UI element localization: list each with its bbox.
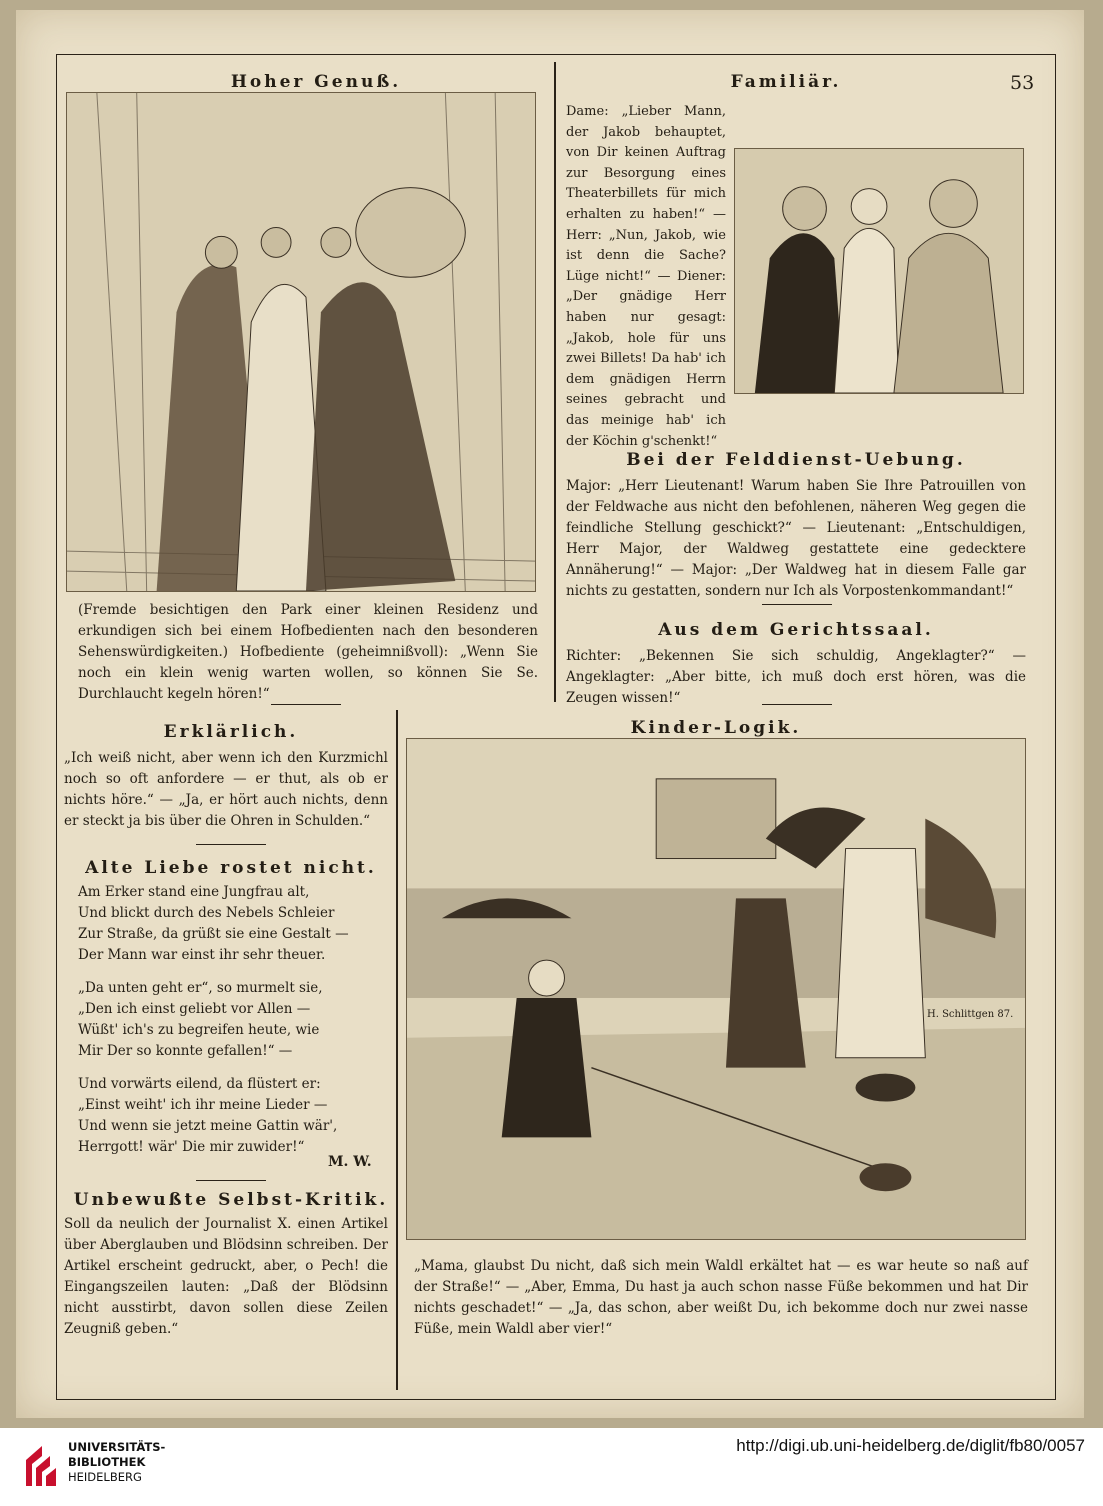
verse-line: Am Erker stand eine Jungfrau alt, (78, 884, 310, 900)
verse-line: Und wenn sie jetzt meine Gattin wär', (78, 1118, 338, 1134)
document-page (16, 10, 1084, 1418)
source-url-link[interactable]: http://digi.ub.uni-heidelberg.de/diglit/fb80/0057 (736, 1436, 1085, 1455)
column-divider-bottom (396, 710, 398, 1390)
illustration-park-scene (66, 92, 536, 592)
title-selbstkritik: Unbewußte Selbst-Kritik. (73, 1190, 389, 1210)
title-alte-liebe: Alte Liebe rostet nicht. (85, 858, 377, 878)
logo-line: UNIVERSITÄTS- (68, 1440, 166, 1454)
verse-line: Zur Straße, da grüßt sie eine Gestalt — (78, 926, 349, 942)
caption-hoher-genuss: (Fremde besichtigen den Park einer kleinen Residenz und erkundigen sich bei einem Hofbedienten nach den besonderen Sehenswürdigkeiten.) Hofbediente (geheimnißvoll): „Wenn Sie noch ein klein wenig warten wollen, so können Sie Se. Durchlaucht kegeln hören!“ (78, 602, 538, 702)
page-number: 53 (1010, 72, 1035, 94)
text-familiaer: Dame: „Lieber Mann, der Jakob behauptet, von Dir keinen Auftrag zur Besorgung eines Theaterbillets für mich erhalten zu haben!“ — Herr: „Nun, Jakob, wie ist denn die Sache? Lüge nicht!“ — Diener: „Der gnädige Herr haben nur gesagt: „Jakob, hole für uns zwei Billets! Da hab' ich dem gnädigen Herrn seines gebracht und das meinige hab' ich der Köchin g'schenkt!“ (566, 104, 726, 449)
text-gerichtssaal: Richter: „Bekennen Sie sich schuldig, Angeklagter?“ — Angeklagter: „Aber bitte, ich muß doch erst hören, was die Zeugen wissen!“ (566, 648, 1026, 706)
separator (762, 604, 832, 605)
illustration-family-scene (734, 148, 1024, 394)
title-gerichtssaal: Aus dem Gerichtssaal. (658, 620, 934, 640)
verse-line: „Einst weiht' ich ihr meine Lieder — (78, 1097, 328, 1113)
title-kinder-logik: Kinder-Logik. (630, 718, 802, 738)
verse-line: „Den ich einst geliebt vor Allen — (78, 1001, 311, 1017)
verse-line: Herrgott! wär' Die mir zuwider!“ (78, 1139, 305, 1155)
logo-line: HEIDELBERG (68, 1470, 142, 1484)
university-library-logo-icon[interactable] (22, 1442, 60, 1490)
column-divider-top (554, 62, 556, 702)
title-familiaer: Familiär. (730, 72, 842, 92)
poem-signature: M. W. (328, 1154, 372, 1170)
footer-bar (0, 1428, 1103, 1506)
text-erklaerlich: „Ich weiß nicht, aber wenn ich den Kurzmichl noch so oft anfordere — er thut, als ob er nichts höre.“ — „Ja, er hört auch nichts, denn er steckt ja bis über die Ohren in Schulden.“ (64, 750, 388, 829)
verse-line: Mir Der so konnte gefallen!“ — (78, 1043, 293, 1059)
verse-line: Und vorwärts eilend, da flüstert er: (78, 1076, 321, 1092)
verse-line: „Da unten geht er“, so murmelt sie, (78, 980, 323, 996)
separator (196, 1180, 266, 1181)
separator (271, 704, 341, 705)
verse-line: Wüßt' ich's zu begreifen heute, wie (78, 1022, 320, 1038)
poem-alte-liebe (78, 882, 388, 1170)
artist-signature: H. Schlittgen 87. (927, 1009, 1014, 1020)
stanza-1 (78, 882, 388, 966)
verse-line: Und blickt durch des Nebels Schleier (78, 905, 335, 921)
text-felddienst: Major: „Herr Lieutenant! Warum haben Sie Ihre Patrouillen von der Feldwache aus nicht den befohlenen, näheren Weg gegen die feindliche Stellung geschickt?“ — Lieutenant: „Entschuldigen, Herr Major, der Waldweg gestattete eine gedecktere Annäherung!“ — Major: „Der Waldweg hat in diesem Falle gar nichts zu gestatten, sondern nur Ich als Vorpostenkommandant!“ (566, 478, 1026, 599)
title-felddienst: Bei der Felddienst-Uebung. (626, 450, 966, 470)
text-selbstkritik: Soll da neulich der Journalist X. einen Artikel über Aberglauben und Blödsinn schreiben. Der Artikel erscheint gedruckt, aber, o Pech! die Eingangszeilen lauten: „Daß der Blödsinn nicht ausstirbt, davon sollen diese Zeilen Zeugniß geben.“ (64, 1216, 388, 1337)
separator (196, 844, 266, 845)
title-hoher-genuss: Hoher Genuß. (230, 72, 402, 92)
logo-line: BIBLIOTHEK (68, 1455, 146, 1469)
library-logo-text[interactable] (68, 1440, 165, 1485)
caption-kinder-logik: „Mama, glaubst Du nicht, daß sich mein Waldl erkältet hat — es war heute so naß auf der Straße!“ — „Aber, Emma, Du hast ja auch schon nasse Füße bekommen und hat Dir nichts geschadet!“ — „Ja, das schon, aber weißt Du, ich bekomme doch nur zwei nasse Füße, mein Waldl aber vier!“ (414, 1258, 1028, 1337)
stanza-3 (78, 1074, 388, 1158)
separator (762, 704, 832, 705)
illustration-rainy-street (406, 738, 1026, 1240)
title-erklaerlich: Erklärlich. (163, 722, 299, 742)
verse-line: Der Mann war einst ihr sehr theuer. (78, 947, 326, 963)
stanza-2 (78, 978, 388, 1062)
